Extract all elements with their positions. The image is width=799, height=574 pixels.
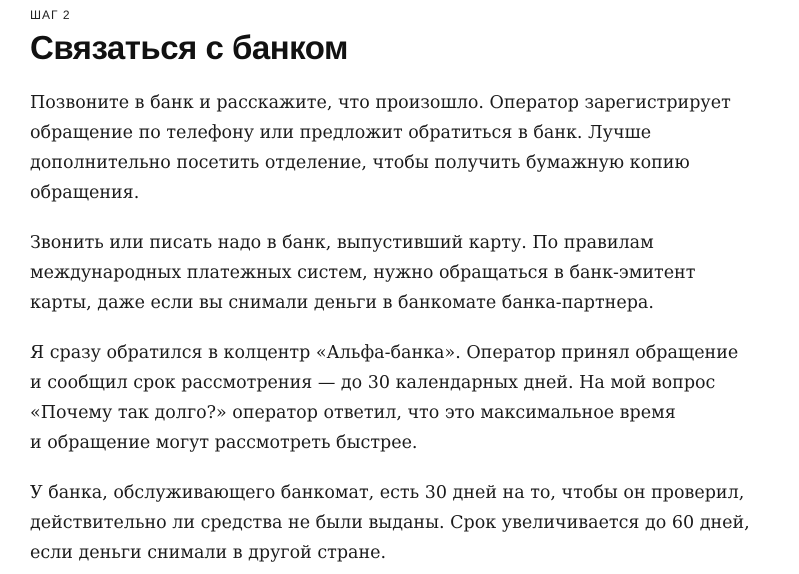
paragraph-review-period (30, 478, 750, 568)
paragraph-line: Я сразу обратился в колцентр «Альфа-банка». Оператор принял обращение (30, 343, 739, 363)
paragraph-line: и сообщил срок рассмотрения — до 30 календарных дней. На мой вопрос (30, 373, 716, 393)
paragraph-line: карты, даже если вы снимали деньги в банкомате банка-партнера. (30, 293, 654, 313)
paragraph-line: если деньги снимали в другой стране. (30, 543, 387, 563)
paragraph-line: международных платежных систем, нужно обращаться в банк-эмитент (30, 263, 696, 283)
paragraph-line: обращения. (30, 183, 140, 203)
paragraph-call-bank (30, 88, 731, 208)
paragraph-line: обращение по телефону или предложит обратиться в банк. Лучше (30, 123, 652, 143)
paragraph-line: «Почему так долго?» оператор ответил, что это максимальное время (30, 403, 676, 423)
paragraph-line: дополнительно посетить отделение, чтобы получить бумажную копию (30, 153, 690, 173)
step-label: ШАГ 2 (30, 8, 71, 22)
paragraph-line: действительно ли средства не были выданы. Срок увеличивается до 60 дней, (30, 513, 750, 533)
section-title: Связаться с банком (30, 29, 348, 66)
paragraph-line: Звонить или писать надо в банк, выпустивший карту. По правилам (30, 233, 654, 253)
paragraph-personal-experience (30, 338, 738, 458)
paragraph-line: Позвоните в банк и расскажите, что произошло. Оператор зарегистрирует (30, 93, 731, 113)
paragraph-line: У банка, обслуживающего банкомат, есть 30 дней на то, чтобы он проверил, (30, 483, 745, 503)
paragraph-issuer-bank (30, 228, 695, 318)
paragraph-line: и обращение могут рассмотреть быстрее. (30, 433, 418, 453)
